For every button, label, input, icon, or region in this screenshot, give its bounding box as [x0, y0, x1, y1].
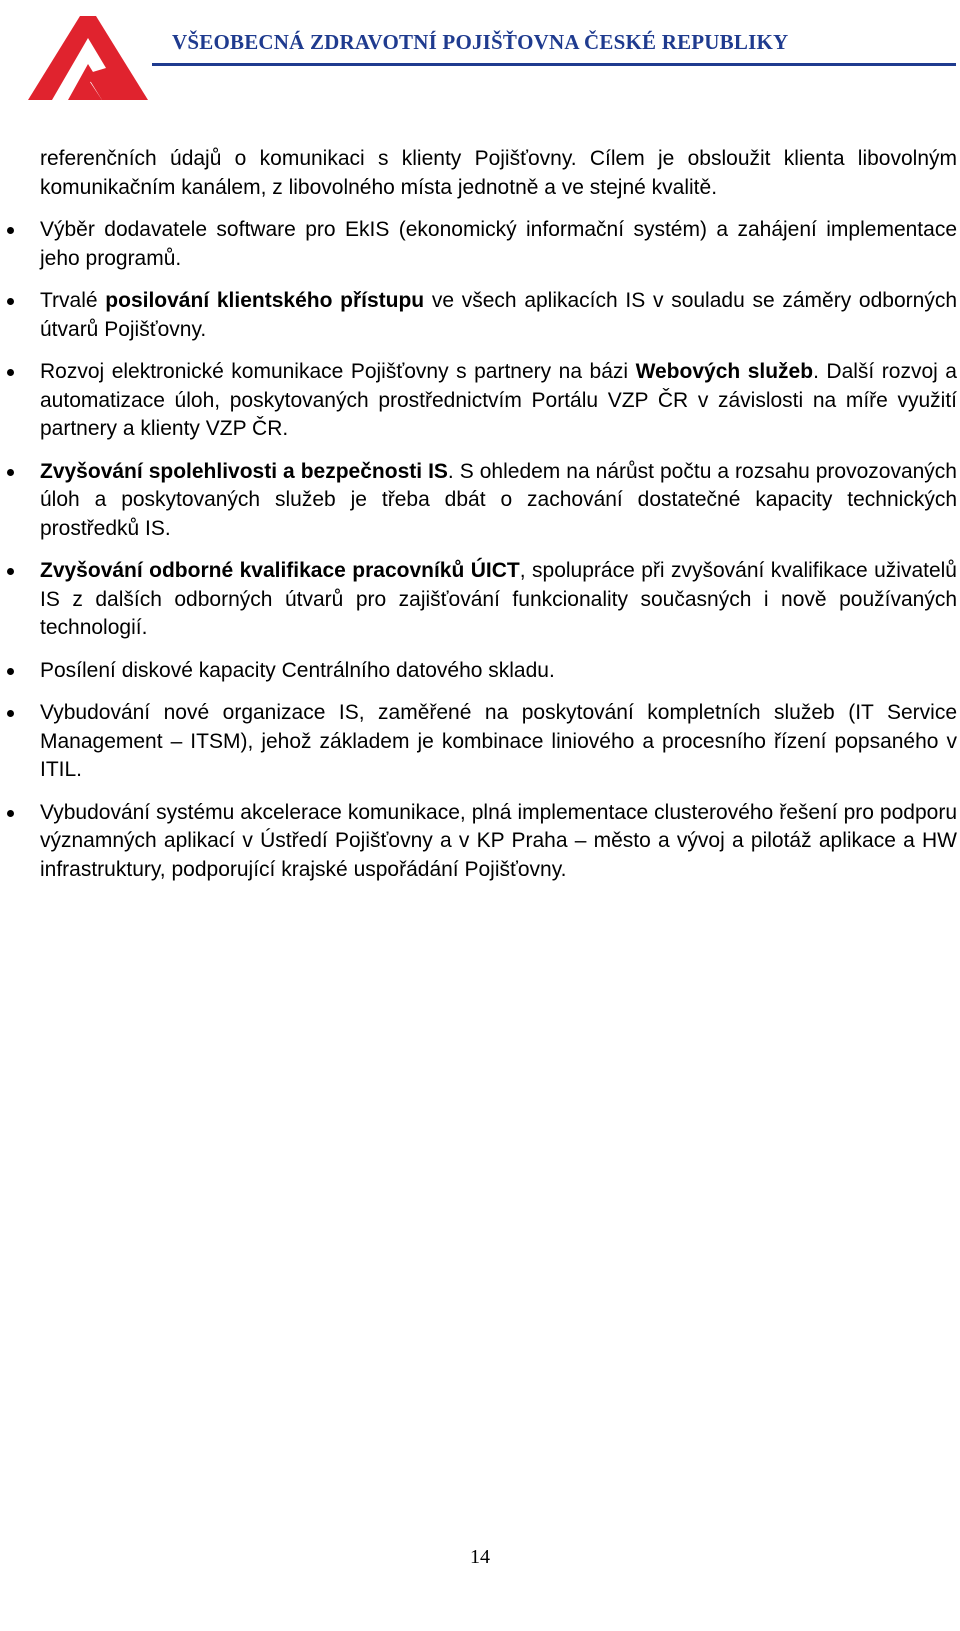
list-item: Posílení diskové kapacity Centrálního datového skladu.	[40, 657, 957, 686]
bullet-icon	[7, 668, 14, 675]
list-item: Rozvoj elektronické komunikace Pojišťovny s partnery na bázi Webových služeb. Další rozvoj a automatizace úloh, poskytovaných prostřednictvím Portálu VZP ČR v závislosti na míře využití partnery a klienty VZP ČR.	[40, 358, 957, 444]
list-item: Trvalé posilování klientského přístupu ve všech aplikacích IS v souladu se záměry odborných útvarů Pojišťovny.	[40, 287, 957, 344]
bullet-list	[40, 216, 957, 884]
bullet-icon	[7, 710, 14, 717]
page-number: 14	[470, 1546, 490, 1568]
vzp-logo	[28, 12, 148, 104]
bullet-icon	[7, 810, 14, 817]
document-body	[40, 145, 957, 898]
header-title: VŠEOBECNÁ ZDRAVOTNÍ POJIŠŤOVNA ČESKÉ REPUBLIKY	[172, 30, 789, 54]
list-item: Vybudování systému akcelerace komunikace, plná implementace clusterového řešení pro podporu významných aplikací v Ústředí Pojišťovny a v KP Praha – město a vývoj a pilotáž aplikace a HW infrastruktury, podporující krajské uspořádání Pojišťovny.	[40, 799, 957, 885]
bullet-icon	[7, 298, 14, 305]
bullet-icon	[7, 469, 14, 476]
header-rule	[152, 63, 956, 66]
list-item: Vybudování nové organizace IS, zaměřené na poskytování kompletních služeb (IT Service Management – ITSM), jehož základem je kombinace liniového a procesního řízení popsaného v ITIL.	[40, 699, 957, 785]
bullet-icon	[7, 369, 14, 376]
bullet-icon	[7, 568, 14, 575]
bullet-icon	[7, 227, 14, 234]
list-item: Zvyšování odborné kvalifikace pracovníků ÚICT, spolupráce při zvyšování kvalifikace uživatelů IS z dalších odborných útvarů pro zajišťování funkcionality současných i nově používaných technologií.	[40, 557, 957, 643]
list-item: Výběr dodavatele software pro EkIS (ekonomický informační systém) a zahájení implementace jeho programů.	[40, 216, 957, 273]
list-item: Zvyšování spolehlivosti a bezpečnosti IS. S ohledem na nárůst počtu a rozsahu provozovaných úloh a poskytovaných služeb je třeba dbát o zachování dostatečné kapacity technických prostředků IS.	[40, 458, 957, 544]
intro-paragraph: referenčních údajů o komunikaci s klienty Pojišťovny. Cílem je obsloužit klienta libovolným komunikačním kanálem, z libovolného místa jednotně a ve stejné kvalitě.	[40, 147, 957, 199]
